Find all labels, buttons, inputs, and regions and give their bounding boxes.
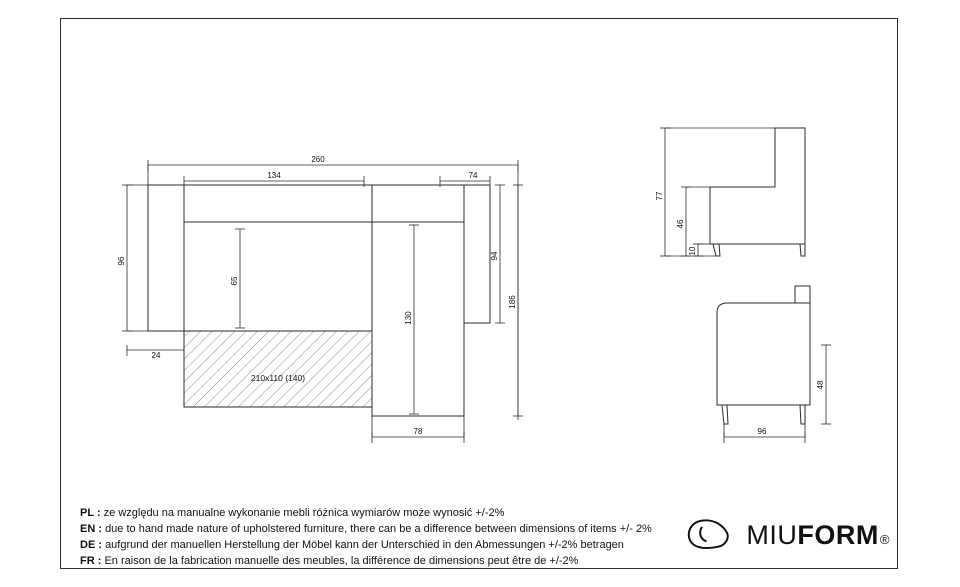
legend-code-en: EN : — [80, 523, 102, 535]
brand-iu: IU — [769, 519, 798, 550]
legend-text-en: due to hand made nature of upholstered furniture, there can be a difference between dimensions of items +/- 2% — [105, 523, 652, 535]
dim-side-seat-height: 48 — [816, 380, 825, 390]
brand-form: FORM — [797, 519, 879, 550]
brand-logo — [684, 515, 890, 555]
dim-overall-depth: 186 — [508, 295, 517, 309]
legend — [80, 505, 652, 569]
side-view-lower-front-leg — [722, 405, 728, 424]
legend-text-fr: En raison de la fabrication manuelle des meubles, la différence de dimensions peut être de +/-2% — [104, 555, 579, 567]
legend-text-pl: ze względu na manualne wykonanie mebli różnica wymiarów może wynosić +/-2% — [103, 507, 505, 519]
legend-code-pl: PL : — [80, 507, 101, 519]
side-view-upper-back-leg — [800, 244, 805, 256]
dim-left-depth: 96 — [117, 256, 126, 266]
dim-left-offset: 24 — [151, 351, 161, 360]
side-view-upper-front-leg — [713, 244, 720, 256]
brand-wordmark — [746, 520, 890, 551]
dim-seat-depth: 65 — [230, 276, 239, 286]
dim-chaise-depth: 130 — [404, 311, 413, 325]
brand-registered: ® — [879, 531, 890, 547]
side-view-lower-body — [717, 303, 810, 405]
legend-line-de — [80, 537, 640, 553]
legend-code-fr: FR : — [80, 555, 102, 567]
legend-line-pl — [80, 505, 640, 521]
sleeping-area-label: 210x110 (140) — [250, 373, 306, 383]
side-view-upper-body — [710, 128, 805, 244]
top-view-backrest — [184, 185, 372, 222]
top-view-right-backrest — [372, 185, 464, 222]
dim-side-leg-height: 10 — [688, 246, 697, 256]
dim-right-width: 74 — [468, 171, 478, 180]
dim-side-total-height: 77 — [655, 191, 664, 201]
dim-overall-width: 260 — [311, 155, 325, 164]
dim-right-depth: 94 — [490, 251, 499, 261]
sleeping-area-hatch — [184, 331, 372, 407]
top-view-left-arm — [148, 185, 184, 331]
legend-line-fr — [80, 553, 640, 569]
legend-line-en — [80, 521, 652, 537]
dim-seat-width: 134 — [267, 171, 281, 180]
top-view-seat — [184, 222, 372, 331]
top-view-right-arm — [464, 185, 490, 323]
side-view-lower-backrest — [795, 286, 810, 303]
dim-chaise-width: 78 — [413, 427, 423, 436]
top-view-chaise — [372, 222, 464, 416]
legend-code-de: DE : — [80, 539, 102, 551]
dim-side-back-height: 46 — [676, 219, 685, 229]
legend-text-de: aufgrund der manuellen Herstellung der Möbel kann der Unterschied in den Abmessungen +/-2% betragen — [105, 539, 624, 551]
miuform-mark-icon — [684, 515, 738, 555]
dim-side-depth: 96 — [757, 427, 767, 436]
brand-m: M — [746, 519, 770, 550]
side-view-lower-back-leg — [800, 405, 805, 424]
